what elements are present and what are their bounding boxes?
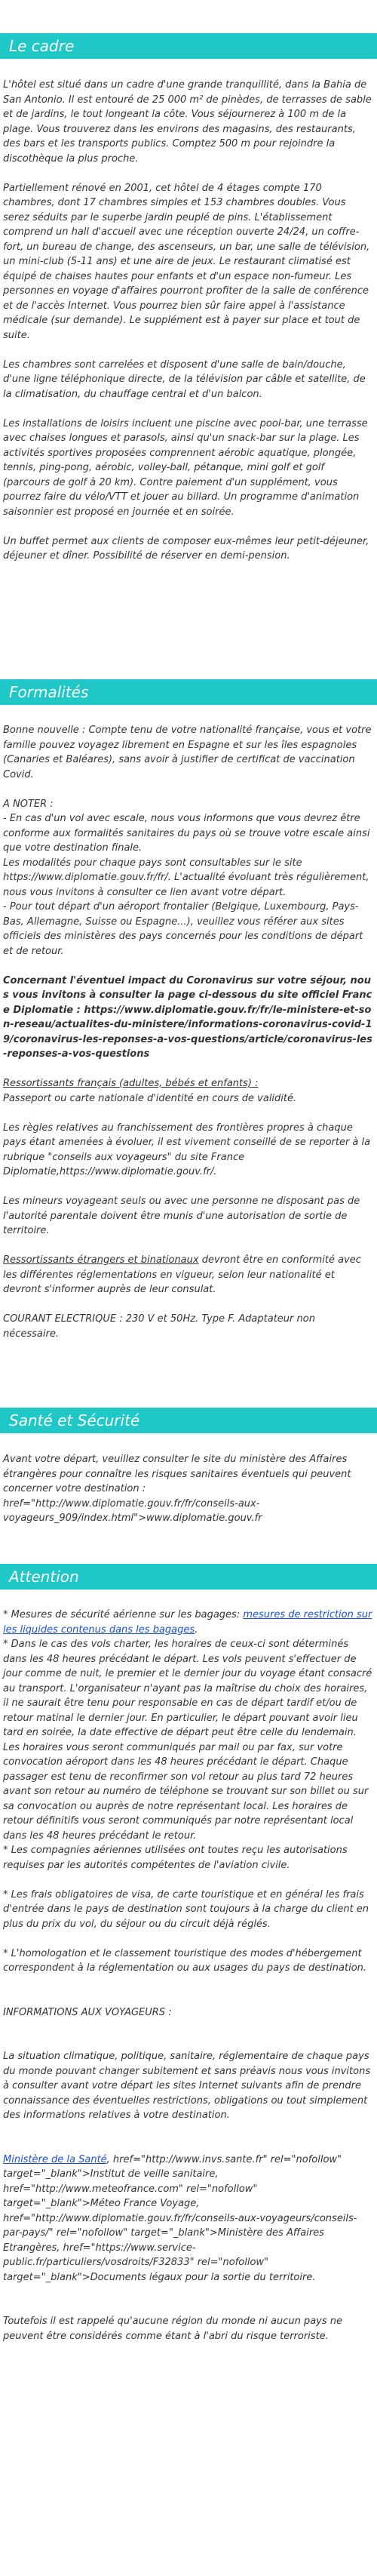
- paragraph: Avant votre départ, veuillez consulter le site du ministère des Affaires étrangères pour connaître les risques sanitaires éventuels qui peuvent concerner votre destination : href="http://www.diplomatie.gouv.fr/fr/conseils-aux-voyageurs_909/index.html">www.diplomatie.gouv.fr: [3, 1454, 351, 1524]
- section-header-securite: [0, 1408, 377, 1433]
- text: * Mesures de sécurité aérienne sur les bagages:: [3, 1609, 244, 1620]
- paragraph: Les chambres sont carrelées et disposent d'une salle de bain/douche, d'une ligne téléphonique directe, de la télévision par câble et satellite, de la climatisation, du chauffage central et d'un balcon.: [3, 359, 366, 400]
- paragraph: L'hôtel est situé dans un cadre d'une grande tranquillité, dans la Bahia de San Antonio. Il est entouré de 25 000 m² de pinèdes, de terrasses de sable et de jardins, le tout longeant la côte. Vous séjournerez à 100 m de la plage. Vous trouverez dans les environs des magasins, des restaurants, des bars et les transports publics. Comptez 500 m pour rejoindre la discothèque la plus proche.: [3, 79, 372, 165]
- paragraph: Les règles relatives au franchissement des frontières propres à chaque pays étant amenées à évoluer, il est vivement conseillé de se reporter à la rubrique "conseils aux voyageurs" du site France Diplomatie,https://www.diplomatie.gouv.fr/.: [3, 1122, 371, 1177]
- paragraph: Les mineurs voyageant seuls ou avec une personne ne disposant pas de l'autorité parentale doivent être munis d'une autorisation de sortie de territoire.: [3, 1196, 360, 1236]
- paragraph: - Pour tout départ d'un aéroport frontalier (Belgique, Luxembourg, Pays-Bas, Allemagne, Suisse ou Espagne...), veuillez vous référer aux sites officiels des ministères des pays concernés pour les conditions de départ et de retour.: [3, 901, 363, 957]
- paragraph: * Les compagnies aériennes utilisées ont toutes reçu les autorisations requises par les autorités compétentes de l'aviation civile.: [3, 1845, 348, 1871]
- paragraph: * L'homologation et le classement touristique des modes d'hébergement correspondent à la réglementation ou aux usages du pays de destination.: [3, 1947, 367, 1974]
- paragraph: Les installations de loisirs incluent une piscine avec pool-bar, une terrasse avec chaises longues et parasols, ainsi qu'un snack-bar sur la plage. Les activités sportives proposées comprennent aérobic aquatique, plongée, tennis, ping-pong, aérobic, volley-ball, pétanque, mini golf et golf (parcours de golf à 20 km). Contre paiement d'un supplément, vous pourrez faire du vélo/VTT et jouer au billard. Un programme d'animation saisonnier est proposé en journée et en soirée.: [3, 417, 368, 518]
- paragraph: Bonne nouvelle : Compte tenu de votre nationalité française, vous et votre famille pouvez voyagez librement en Espagne et sur les îles espagnoles (Canaries et Baléares), sans avoir à justifier de certificat de vaccination Covid.: [3, 725, 372, 780]
- paragraph: Toutefois il est rappelé qu'aucune région du monde ni aucun pays ne peuvent être considérés comme étant à l'abri du risque terroriste.: [3, 2316, 343, 2342]
- section-title: Attention: [9, 1568, 79, 1586]
- ministry-of-health-link[interactable]: Ministère de la Santé: [3, 2153, 107, 2165]
- section-attention-body: [3, 1608, 372, 2344]
- paragraph: * Dans le cas des vols charter, les horaires de ceux-ci sont déterminés dans les 48 heures précédant le départ. Les vols peuvent s'effectuer de jour comme de nuit, le premier et le dernier jour du voyage étant consacré au transport. L'organisateur n'ayant pas la maîtrise du choix des horaires, il ne saurait être tenu pour responsable en cas de départ tardif et/ou de retour matinal le dernier jour. En particulier, le départ pouvant avoir lieu tard en soirée, la date effective de départ peut être celle du lendemain. Les horaires vous seront communiqués par mail ou par fax, sur votre convocation aéroport dans les 48 heures précédant le départ. Chaque passager est tenu de reconfirmer son vol retour au plus tard 72 heures avant son retour au numéro de téléphone se trouvant sur son billet ou sur sa convocation ou auprès de notre représentant local. Les horaires de retour définitifs vous seront communiqués par notre représentant local dans les 48 heures précédant le retour.: [3, 1639, 372, 1842]
- coronavirus-notice: Concernant l'éventuel impact du Coronavirus sur votre séjour, nous vous invitons à consulter la page ci-dessous du site officiel France Diplomatie : https://www.diplomatie.gouv.fr/fr/le-ministere-et-son-reseau/actualites-du-ministere/informations-coronavirus-covid-19/coronavirus-les-reponses-a-vos-questions/article/coronavirus-les-reponses-a-vos-questions: [3, 974, 372, 1060]
- paragraph-foreign-nationals: [3, 1253, 372, 1297]
- paragraph-links: [3, 2153, 372, 2285]
- text: .: [195, 1623, 198, 1636]
- section-title: Santé et Sécurité: [9, 1411, 140, 1430]
- paragraph: Les modalités pour chaque pays sont consultables sur le site https://www.diplomatie.gouv.fr/fr/. L'actualité évoluant très régulièrement, nous vous invitons à consulter ce lien avant votre départ.: [3, 857, 369, 898]
- section-title: Formalités: [9, 683, 89, 701]
- section-formalites-body: [3, 723, 372, 1341]
- paragraph-baggage: [3, 1608, 372, 1637]
- paragraph: - En cas d'un vol avec escale, nous vous informons que vous devrez être conforme aux formalités sanitaires du pays où se trouve votre escale ainsi que votre destination finale.: [3, 813, 370, 854]
- text: devront être en conformité avec les différentes réglementations en vigueur, selon leur nationalité et devront s'informer auprès de leur consulat.: [3, 1254, 361, 1295]
- liquids-restriction-link[interactable]: mesures de restriction sur les liquides contenus dans les bagages: [3, 1609, 372, 1636]
- paragraph: Un buffet permet aux clients de composer eux-mêmes leur petit-déjeuner, déjeuner et dîner. Possibilité de réserver en demi-pension.: [3, 535, 369, 562]
- section-header-cadre: [0, 33, 377, 59]
- subheading-french-nationals: Ressortissants français (adultes, bébés et enfants) :: [3, 1078, 259, 1089]
- section-header-formalites: [0, 679, 377, 705]
- subheading-foreign-nationals: Ressortissants étrangers et binationaux: [3, 1254, 199, 1266]
- section-header-attention: [0, 1564, 377, 1590]
- electric-current-info: COURANT ELECTRIQUE : 230 V et 50Hz. Type F. Adaptateur non nécessaire.: [3, 1313, 315, 1340]
- section-securite-body: [3, 1452, 372, 1526]
- paragraph: * Les frais obligatoires de visa, de carte touristique et en général les frais d'entrée dans le pays de destination sont toujours à la charge du client en plus du prix du vol, du séjour ou du circuit déjà réglés.: [3, 1888, 369, 1930]
- paragraph: Passeport ou carte nationale d'identité en cours de validité.: [3, 1092, 297, 1104]
- section-cadre-body: [3, 78, 372, 564]
- travellers-info-heading: INFORMATIONS AUX VOYAGEURS :: [3, 2006, 172, 2018]
- note-title: A NOTER :: [3, 798, 54, 810]
- paragraph: Partiellement rénové en 2001, cet hôtel de 4 étages compte 170 chambres, dont 17 chambres simples et 153 chambres doubles. Vous serez séduits par le superbe jardin peuplé de pins. L'établissement comprend un hall d'accueil avec une réception ouverte 24/24, un coffre-fort, un bureau de change, des ascenseurs, un bar, une salle de télévision, un mini-club (5-11 ans) et une aire de jeux. Le restaurant climatisé est équipé de chaises hautes pour enfants et d'un espace non-fumeur. Les personnes en voyage d'affaires pourront profiter de la salle de conférence et de l'accès Internet. Vous pourrez bien sûr faire appel à l'assistance médicale (sur demande). Le supplément est à payer sur place et tout de suite.: [3, 182, 370, 341]
- section-title: Le cadre: [9, 37, 75, 55]
- paragraph: La situation climatique, politique, sanitaire, réglementaire de chaque pays du monde pouvant changer subitement et sans préavis nous vous invitons à consulter avant votre départ les sites Internet suivants afin de prendre connaissance des éventuelles restrictions, obligations ou tout simplement des informations relatives à votre destination.: [3, 2051, 371, 2121]
- text: , href="http://www.invs.sante.fr" rel="nofollow" target="_blank">Institut de veille sanitaire, href="http://www.meteofrance.com" rel="nofollow" target="_blank">Méteo France Voyage, href="http://www.diplomatie.gouv.fr/fr/conseils-aux-voyageurs/conseils-par-pays/" rel="nofollow" target="_blank">Ministère des Affaires Etrangères, href="https://www.service-public.fr/particuliers/vosdroits/F32833" rel="nofollow" target="_blank">Documents légaux pour la sortie du territoire.: [3, 2153, 357, 2283]
